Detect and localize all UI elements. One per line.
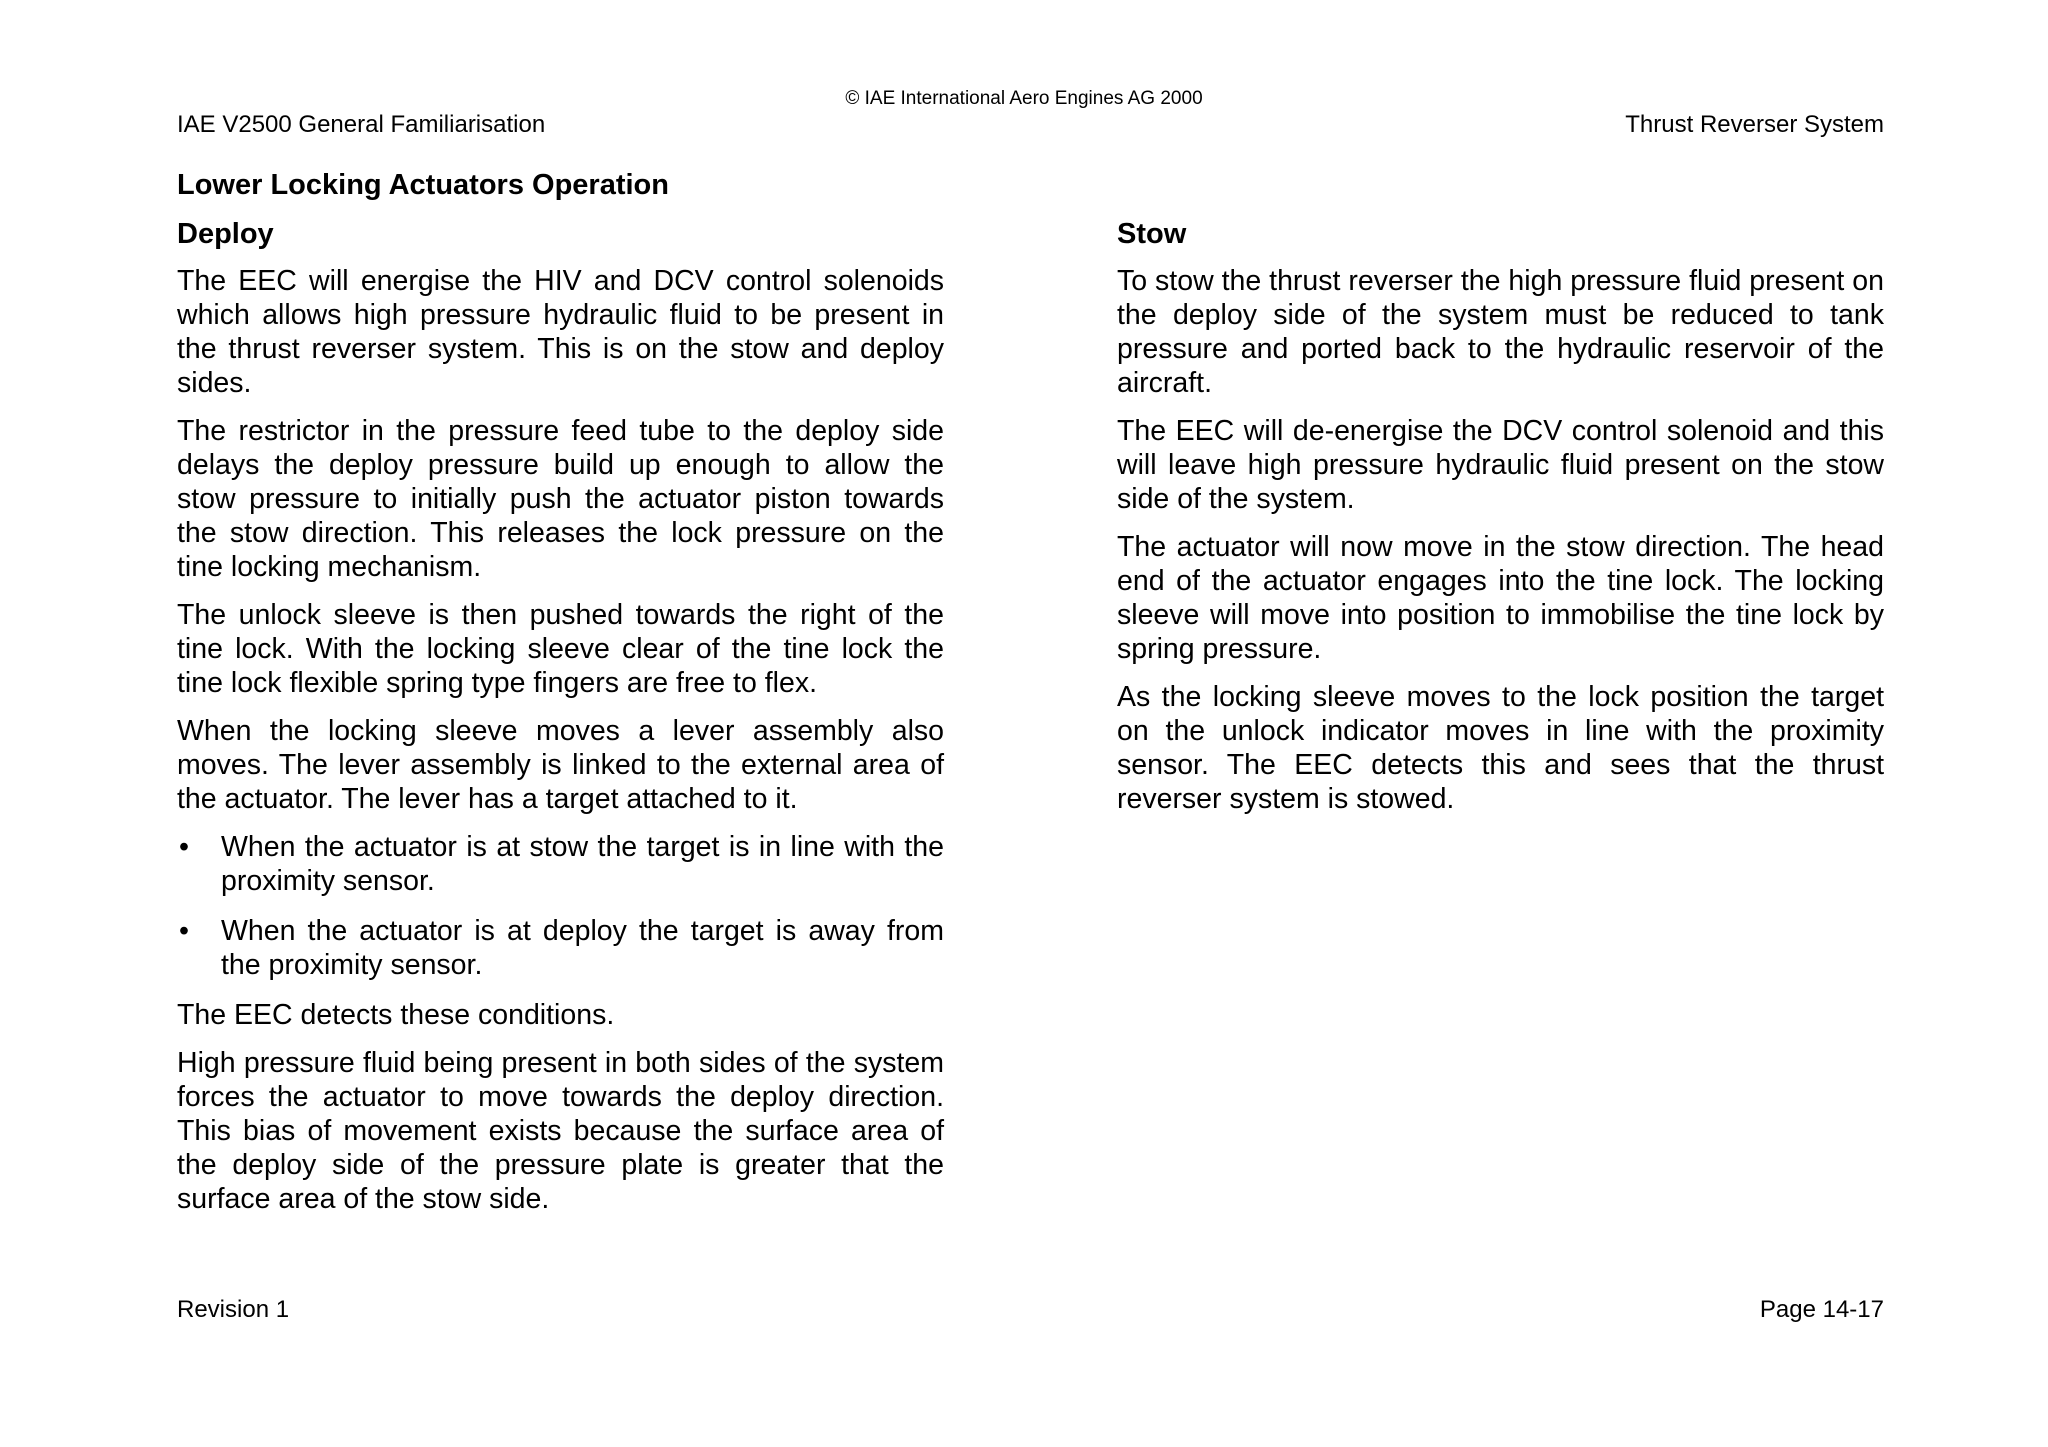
bullet-item [177,914,944,982]
bullet-icon: • [179,915,189,947]
header-document-title: IAE V2500 General Familiarisation [177,111,546,138]
stow-paragraph-1: To stow the thrust reverser the high pressure fluid present on the deploy side of the system must be reduced to tank pressure and ported back to the hydraulic reservoir of the aircraft. [1117,265,1884,399]
header-chapter-title: Thrust Reverser System [1625,111,1884,138]
stow-column [1117,217,1884,830]
bullet-icon: • [179,831,189,863]
stow-paragraph-4: As the locking sleeve moves to the lock position the target on the unlock indicator moves in line with the proximity sensor. The EEC detects this and sees that the thrust reverser system is stowed. [1117,681,1884,815]
bullet-text: When the actuator is at deploy the target is away from the proximity sensor. [221,915,944,981]
footer-revision: Revision 1 [177,1296,290,1323]
deploy-paragraph-5: The EEC detects these conditions. [177,999,615,1031]
deploy-column [177,217,944,1230]
footer-page-number: Page 14-17 [1759,1296,1884,1323]
bullet-item [177,830,944,898]
stow-paragraph-2: The EEC will de-energise the DCV control solenoid and this will leave high pressure hydraulic fluid present on the stow side of the system. [1117,415,1884,515]
bullet-text: When the actuator is at stow the target is in line with the proximity sensor. [221,831,944,897]
section-title: Lower Locking Actuators Operation [177,169,669,201]
deploy-paragraph-2: The restrictor in the pressure feed tube to the deploy side delays the deploy pressure build up enough to allow the stow pressure to initially push the actuator piston towards the stow direction. This releases the lock pressure on the tine locking mechanism. [177,415,944,583]
stow-heading: Stow [1117,218,1187,250]
stow-paragraph-3: The actuator will now move in the stow direction. The head end of the actuator engages into the tine lock. The locking sleeve will move into position to immobilise the tine lock by spring pressure. [1117,531,1884,665]
deploy-heading: Deploy [177,218,274,250]
deploy-paragraph-4: When the locking sleeve moves a lever assembly also moves. The lever assembly is linked to the external area of the actuator. The lever has a target attached to it. [177,715,944,815]
deploy-paragraph-3: The unlock sleeve is then pushed towards the right of the tine lock. With the locking sleeve clear of the tine lock the tine lock flexible spring type fingers are free to flex. [177,599,944,699]
deploy-paragraph-1: The EEC will energise the HIV and DCV control solenoids which allows high pressure hydraulic fluid to be present in the thrust reverser system. This is on the stow and deploy sides. [177,265,944,399]
deploy-paragraph-6: High pressure fluid being present in both sides of the system forces the actuator to move towards the deploy direction. This bias of movement exists because the surface area of the deploy side of the pressure plate is greater that the surface area of the stow side. [177,1047,944,1215]
copyright-notice: © IAE International Aero Engines AG 2000 [845,88,1203,109]
deploy-bullet-list [177,830,944,982]
